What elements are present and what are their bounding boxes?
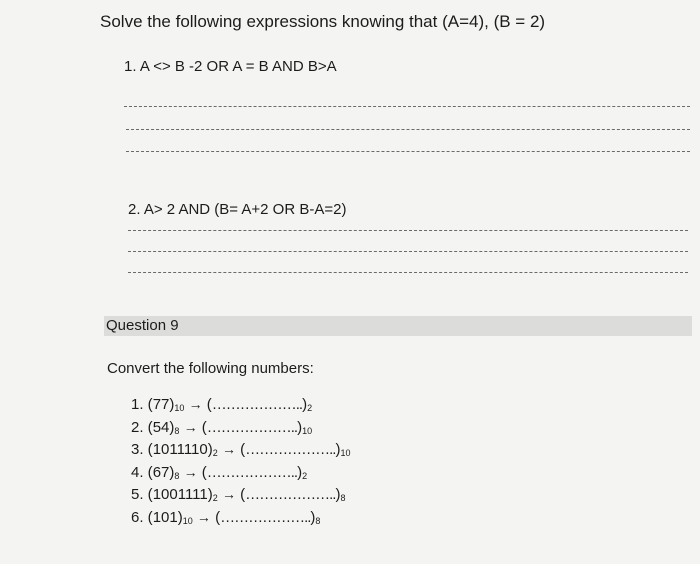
conversion-item: 3. $(1011110)_2$ → $(\dots\dots\dots\dots\dots\dots..)_{10}$ xyxy=(131,441,351,458)
blank-placeholder: ……………….. xyxy=(211,396,303,413)
blank-placeholder: ……………….. xyxy=(245,441,336,458)
source-base: 10 xyxy=(174,403,185,413)
conversion-item: 4. $(67)_8$ → $(\dots\dots\dots\dots\dots\dots..)_2$ xyxy=(131,463,308,481)
target-base: 2 xyxy=(307,403,313,413)
blank-placeholder: ……………….. xyxy=(206,418,298,436)
answer-line xyxy=(128,251,688,252)
source-base: 8 xyxy=(174,470,180,481)
arrow-icon: → xyxy=(183,418,198,435)
conversion-list xyxy=(131,393,350,528)
arrow-icon: → xyxy=(221,486,236,502)
arrow-icon: → xyxy=(188,396,203,412)
convert-prompt: Convert the following numbers: xyxy=(107,360,314,377)
target-base: 8 xyxy=(340,493,346,503)
conversion-item: 2. $(54)_8$ → $(\dots\dots\dots\dots\dots\dots..)_{10}$ xyxy=(131,418,313,436)
source-base: 2 xyxy=(212,493,218,503)
arrow-icon: → xyxy=(221,441,236,457)
answer-line xyxy=(128,230,688,231)
conversion-item: 1. $(77)_{10}$ → $(\dots\dots\dots\dots\dots\dots..)_2$ xyxy=(131,396,313,413)
answer-line xyxy=(126,129,690,130)
source-value: 67 xyxy=(152,463,170,481)
expression-item-1: 1. A <> B -2 OR A = B AND B>A xyxy=(124,58,337,75)
target-base: 10 xyxy=(340,448,351,458)
item-number: 2. xyxy=(131,418,144,436)
target-base: 10 xyxy=(302,425,313,436)
source-base: 8 xyxy=(174,425,180,436)
source-value: 1001111 xyxy=(152,486,208,503)
source-base: 2 xyxy=(212,448,218,458)
item-number: 6. xyxy=(131,508,144,526)
target-base: 2 xyxy=(302,470,308,481)
conversion-item: 6. $(101)_{10}$ → $(\dots\dots\dots\dots\dots\dots..)_8$ xyxy=(131,508,321,526)
conversion-item: 5. $(1001111)_2$ → $(\dots\dots\dots\dots\dots\dots..)_8$ xyxy=(131,486,346,503)
answer-line xyxy=(126,151,690,152)
answer-line xyxy=(128,272,688,273)
item-number: 4. xyxy=(131,463,144,481)
item-number: 5. xyxy=(131,486,144,503)
blank-placeholder: ……………….. xyxy=(206,463,298,481)
source-value: 77 xyxy=(152,396,170,413)
source-value: 1011110 xyxy=(152,441,208,458)
item-number: 3. xyxy=(131,441,144,458)
target-base: 8 xyxy=(315,515,321,526)
blank-placeholder: ……………….. xyxy=(245,486,336,503)
source-value: 54 xyxy=(152,418,170,436)
answer-line xyxy=(124,106,690,107)
item-number: 1. xyxy=(131,396,144,413)
blank-placeholder: ……………….. xyxy=(220,508,311,526)
source-value: 101 xyxy=(152,508,178,526)
arrow-icon: → xyxy=(196,508,211,525)
arrow-icon: → xyxy=(183,463,198,480)
expression-item-2: 2. A> 2 AND (B= A+2 OR B-A=2) xyxy=(128,201,347,218)
source-base: 10 xyxy=(182,515,193,526)
page-title: Solve the following expressions knowing that (A=4), (B = 2) xyxy=(100,12,546,31)
question-header: Question 9 xyxy=(104,316,692,336)
